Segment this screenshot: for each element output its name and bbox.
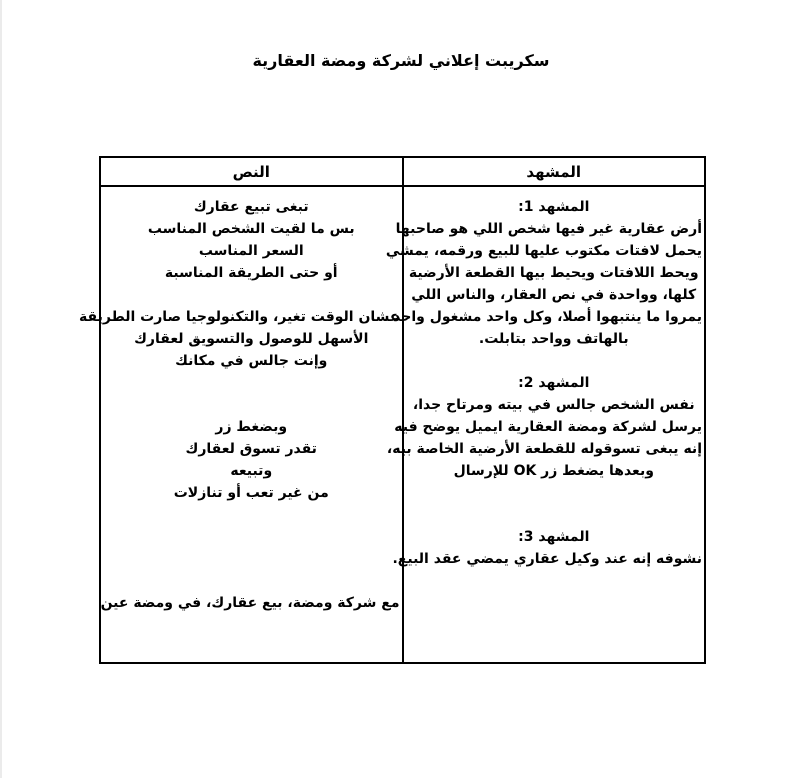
text-line: تبغى تبيع عقارك: [193, 199, 309, 215]
text-line: نشوفه إنه عند وكيل عقاري يمضي عقد البيع.: [392, 551, 702, 567]
text-line: [103, 526, 400, 548]
text-line: وإنت جالس في مكانك: [175, 353, 328, 369]
text-line: [406, 350, 703, 372]
text-line: المشهد 1:: [518, 199, 590, 215]
text-line: ويحط اللافتات ويحيط بيها القطعة الأرضية: [408, 265, 699, 281]
text-line: وبعدها يضغط زر OK للإرسال: [453, 463, 654, 479]
text-line: السعر المناسب: [198, 243, 304, 259]
text-line: [103, 372, 400, 394]
text-line: يمروا ما ينتبهوا أصلا، وكل واحد مشغول واحد: [393, 309, 702, 325]
text-line: وبضغط زر: [215, 419, 288, 435]
table-body-row: [100, 186, 705, 663]
text-line: الأسهل للوصول والتسويق لعقارك: [134, 331, 369, 347]
text-line: بالهاتف وواحد بتابلت.: [478, 331, 629, 347]
text-line: المشهد 2:: [518, 375, 590, 391]
text-line: مع شركة ومضة، بيع عقارك، في ومضة عين: [100, 595, 400, 611]
table-header-row: [100, 157, 705, 186]
text-line: كلها، وواحدة في نص العقار، والناس اللي: [411, 287, 697, 303]
page-title: سكريبت إعلاني لشركة ومضة العقارية: [252, 51, 550, 70]
text-line: وتبيعه: [230, 463, 273, 479]
text-line: أرض عقارية غير فيها شخص اللي هو صاحبها: [395, 221, 702, 237]
text-line: [103, 284, 400, 306]
text-line: تقدر تسوق لعقارك: [185, 441, 317, 457]
text-line: من غير تعب أو تنازلات: [173, 485, 329, 501]
text-line: يرسل لشركة ومضة العقارية ايميل يوضح فيه: [394, 419, 702, 435]
text-line: [103, 504, 400, 526]
text-line: [103, 570, 400, 592]
text-line: أو حتى الطريقة المناسبة: [164, 265, 338, 281]
text-line: [406, 482, 703, 504]
text-line: يحمل لافتات مكتوب عليها للبيع ورقمه، يمشي: [385, 243, 702, 259]
text-line: المشهد 3:: [518, 529, 590, 545]
text-line: عشان الوقت تغير، والتكنولوجيا صارت الطريقة: [79, 309, 400, 325]
text-cell: [79, 186, 403, 663]
text-line: نفس الشخص جالس في بيته ومرتاح جدا،: [412, 397, 695, 413]
text-line: إنه يبغى تسوقوله للقطعة الأرضية الخاصة بيه،: [386, 441, 702, 457]
text-line: [103, 394, 400, 416]
text-line: [406, 504, 703, 526]
script-table: [79, 156, 706, 664]
scene-cell: [385, 186, 706, 663]
text-line: [103, 548, 400, 570]
column-header-scene: المشهد: [403, 157, 706, 186]
text-line: بس ما لقيت الشخص المناسب: [147, 221, 355, 237]
column-header-text: النص: [100, 157, 403, 186]
